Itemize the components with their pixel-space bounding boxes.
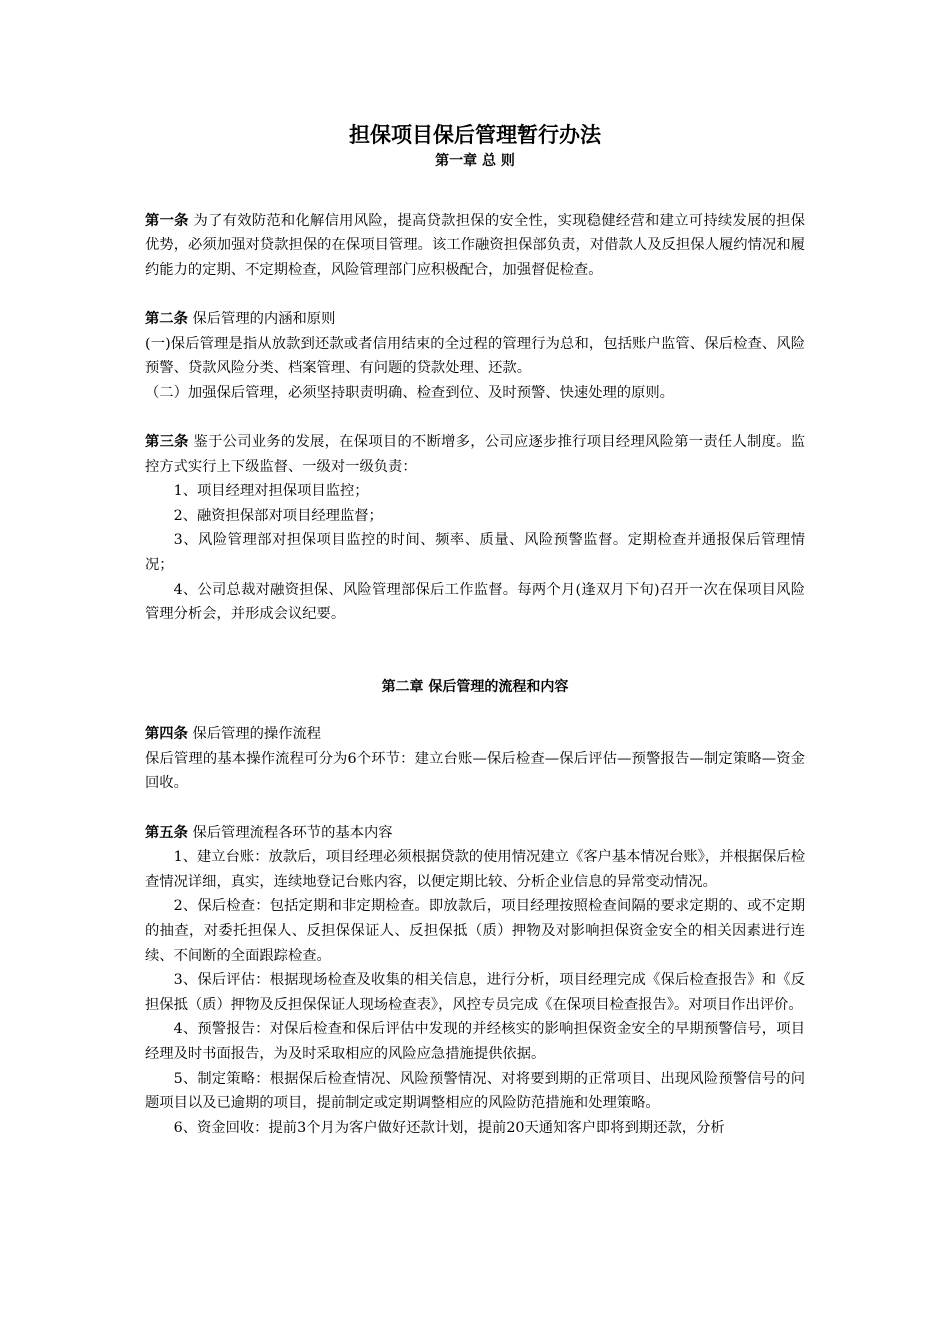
list-item: 1、建立台账：放款后，项目经理必须根据贷款的使用情况建立《客户基本情况台账》，并根据保后检查情况详细，真实，连续地登记台账内容，以便定期比较、分析企业信息的异常变动情况。 [145,849,805,890]
list-item: 2、保后检查：包括定期和非定期检查。即放款后，项目经理按照检查间隔的要求定期的、或不定期的抽查，对委托担保人、反担保保证人、反担保抵（质）押物及对影响担保资金安全的相关因素进行连续、不间断的全面跟踪检查。 [145,898,805,964]
article-2-label: 第二条 [145,310,188,327]
article-2-title: 保后管理的内涵和原则 [192,310,336,327]
article-5 [145,821,805,1141]
list-item: 4、公司总裁对融资担保、风险管理部保后工作监督。每两个月(逢双月下旬)召开一次在保项目风险管理分析会，并形成会议纪要。 [145,581,805,623]
chapter-2-title: 第二章 保后管理的流程和内容 [381,678,569,695]
list-item: 2、融资担保部对项目经理监督； [173,507,383,524]
article-1 [145,209,805,283]
list-item: 4、预警报告：对保后检查和保后评估中发现的并经核实的影响担保资金安全的早期预警信号，项目经理及时书面报告，为及时采取相应的风险应急措施提供依据。 [145,1021,805,1062]
article-1-text: 为了有效防范和化解信用风险，提高贷款担保的安全性，实现稳健经营和建立可持续发展的担保优势，必须加强对贷款担保的在保项目管理。该工作融资担保部负责，对借款人及反担保人履约情况和履约能力的定期、不定期检查，风险管理部门应积极配合，加强督促检查。 [145,212,806,278]
article-4-label: 第四条 [145,726,188,743]
article-2-heading [145,307,805,332]
article-2-item-2: （二）加强保后管理，必须坚持职责明确、检查到位、及时预警、快速处理的原则。 [145,384,674,401]
document-title: 担保项目保后管理暂行办法 [349,123,601,147]
list-item: 6、资金回收：提前3个月为客户做好还款计划，提前20天通知客户即将到期还款，分析 [173,1119,725,1136]
list-item: 3、保后评估：根据现场检查及收集的相关信息，进行分析，项目经理完成《保后检查报告》和《反担保抵（质）押物及反担保保证人现场检查表》，风控专员完成《在保项目检查报告》。对项目作出评价。 [145,972,805,1013]
article-4 [145,722,805,796]
article-1-paragraph [145,209,805,283]
article-2 [145,307,805,405]
list-item: 3、风险管理部对担保项目监控的时间、频率、质量、风险预警监督。定期检查并通报保后管理情况； [145,532,805,573]
article-3 [145,430,805,627]
chapter-1-title: 第一章 总 则 [435,153,515,169]
list-item: 1、项目经理对担保项目监控； [173,483,369,500]
article-4-title: 保后管理的操作流程 [192,726,322,743]
article-5-label: 第五条 [145,824,188,841]
article-3-text: 鉴于公司业务的发展，在保项目的不断增多，公司应逐步推行项目经理风险第一责任人制度。监控方式实行上下级监督、一级对一级负责： [145,433,806,475]
article-4-heading [145,722,805,747]
article-2-item-1: (一)保后管理是指从放款到还款或者信用结束的全过程的管理行为总和，包括账户监管、保后检查、风险预警、贷款风险分类、档案管理、有问题的贷款处理、还款。 [145,335,805,377]
article-1-label: 第一条 [145,212,189,229]
list-item: 5、制定策略：根据保后检查情况、风险预警情况、对将要到期的正常项目、出现风险预警信号的问题项目以及已逾期的项目，提前制定或定期调整相应的风险防范措施和处理策略。 [145,1070,805,1112]
article-3-label: 第三条 [145,433,189,450]
article-5-title: 保后管理流程各环节的基本内容 [192,824,393,841]
article-5-heading [145,821,805,846]
article-3-paragraph [145,430,805,479]
article-4-text: 保后管理的基本操作流程可分为6个环节：建立台账—保后检查—保后评估—预警报告—制定策略—资金回收。 [145,750,805,792]
document-page [145,120,805,1140]
